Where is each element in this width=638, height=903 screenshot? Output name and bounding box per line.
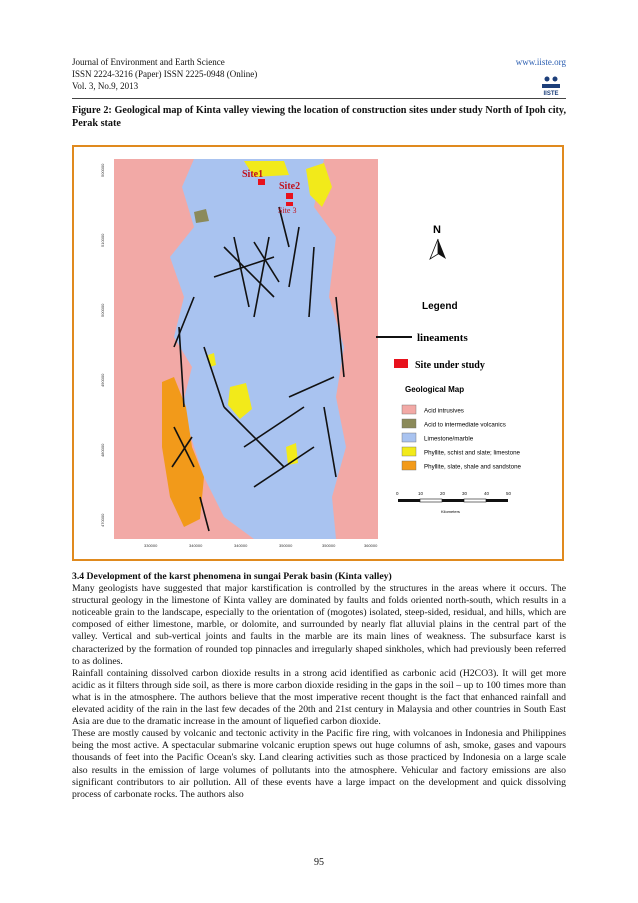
scale-tick-label: 10 xyxy=(418,491,424,496)
geological-map-title: Geological Map xyxy=(405,385,465,394)
header-divider xyxy=(72,98,566,99)
geo-unit-swatch xyxy=(402,433,416,442)
page-number: 95 xyxy=(314,857,324,868)
figure-caption: Figure 2: Geological map of Kinta valley viewing the location of construction sites under study North of Ipoh city, Perak state xyxy=(72,105,566,129)
lineaments-legend-label: lineaments xyxy=(417,332,468,344)
geo-unit-label: Phyllite, schist and slate; limestone xyxy=(424,449,520,457)
geological-map-figure xyxy=(74,147,562,559)
y-tick-label: 500000 xyxy=(100,303,105,317)
geo-unit-swatch xyxy=(402,461,416,470)
journal-issn: ISSN 2224-3216 (Paper) ISSN 2225-0948 (Online) xyxy=(72,69,258,79)
scale-tick-label: 30 xyxy=(462,491,468,496)
scale-tick-label: 40 xyxy=(484,491,490,496)
scale-tick-label: 50 xyxy=(506,491,512,496)
journal-volume: Vol. 3, No.9, 2013 xyxy=(72,81,139,91)
journal-url-link[interactable]: www.iiste.org xyxy=(515,57,566,67)
figure-frame xyxy=(72,145,564,561)
geo-unit-label: Acid to intermediate volcanics xyxy=(424,421,506,429)
geo-unit-swatch xyxy=(402,419,416,428)
section-body xyxy=(72,571,566,801)
journal-header xyxy=(72,56,257,92)
x-tick-label: 360000 xyxy=(364,543,378,548)
north-arrow-icon xyxy=(430,224,446,259)
north-label: N xyxy=(433,224,441,236)
geo-legend-list xyxy=(402,405,522,471)
x-tick-label: 350000 xyxy=(279,543,293,548)
scale-unit-label: Kilometers xyxy=(441,509,460,514)
body-paragraph-1: Many geologists have suggested that major karstification is controlled by the structures in the areas where it occurs. The structural geology in the limestone of Kinta valley are dominated by faults and folds oriented north-south, which results in a noticeable grain to the landscape, especially to the orientation of (mogotes) isolated, steep-sided, residual, and hills, which are composed of either limestone, marble, or dolomite, and surrounded by nearly flat alluvial plains in the central part of the valley. Vertical and sub-vertical joints and faults in the marble are its main lines of weakness. The subsurface karst is characterized by the formation of rounded top pinnacles and irregularly shaped sinkholes, which had previously been referred to as dolines. xyxy=(72,583,566,667)
x-tick-label: 350000 xyxy=(322,543,336,548)
logo-text: IISTE xyxy=(543,91,559,96)
y-tick-label: 510000 xyxy=(100,233,105,247)
geo-unit-swatch xyxy=(402,405,416,414)
y-tick-label: 470000 xyxy=(100,513,105,527)
site2-marker xyxy=(286,193,293,199)
section-heading: 3.4 Development of the karst phenomena in sungai Perak basin (Kinta valley) xyxy=(72,571,392,582)
y-tick-label: 480000 xyxy=(100,443,105,457)
y-tick-label: 500000 xyxy=(100,163,105,177)
geo-unit-swatch xyxy=(402,447,416,456)
geo-unit-label: Limestone/marble xyxy=(424,435,474,443)
scale-bar xyxy=(398,499,508,502)
scale-tick-labels xyxy=(396,491,512,496)
geo-unit-label: Acid intrusives xyxy=(424,407,464,415)
site1-label: Site1 xyxy=(242,169,264,180)
iiste-logo xyxy=(540,74,562,96)
x-tick-label: 330000 xyxy=(144,543,158,548)
journal-name: Journal of Environment and Earth Science xyxy=(72,57,225,67)
body-paragraph-2: Rainfall containing dissolved carbon dioxide results in a strong acid identified as carbonic acid (H2CO3). It will get more acidic as it filters through side soil, as there is more carbon dioxide residing in the gaps in the soil – up to 100 times more than what is in the atmosphere. The authors believe that the most imperative recent thought is the fact that enhanced rainfall and elevated acidity of the rain in the last few decades of the 20th and 21st century in Malaysia and other countries in South East Asia are due to the dramatic increase in the amount of liquefied carbon dioxide. xyxy=(72,667,566,728)
site-under-study-label: Site under study xyxy=(415,360,485,371)
legend-title: Legend xyxy=(422,301,458,312)
y-tick-label: 490000 xyxy=(100,373,105,387)
site2-label: Site2 xyxy=(279,181,301,192)
x-tick-label: 340000 xyxy=(234,543,248,548)
scale-tick-label: 0 xyxy=(396,491,399,496)
scale-tick-label: 20 xyxy=(440,491,446,496)
x-tick-label: 340000 xyxy=(189,543,203,548)
geo-unit-label: Phyllite, slate, shale and sandstone xyxy=(424,463,521,471)
site3-label: Site 3 xyxy=(278,206,297,215)
body-paragraph-3: These are mostly caused by volcanic and tectonic activity in the Pacific fire ring, with volcanoes in Indonesia and Philippines being the most active. A spectacular submarine volcanic eruption spews out huge columns of ash, smoke, gases and vapours thousands of feet into the Pacific Ocean's sky. Land clearing activities such as those practiced by Indonesia on a large scale also results in the emission of large volumes of pollutants into the atmosphere. Vehicular and factory emissions are also significant contributors to air pollution. All of these events have a large impact on the development and quick dissolving process of carbonate rocks. The authors also xyxy=(72,728,566,800)
header-right xyxy=(516,56,566,68)
site-legend-swatch xyxy=(394,359,408,368)
